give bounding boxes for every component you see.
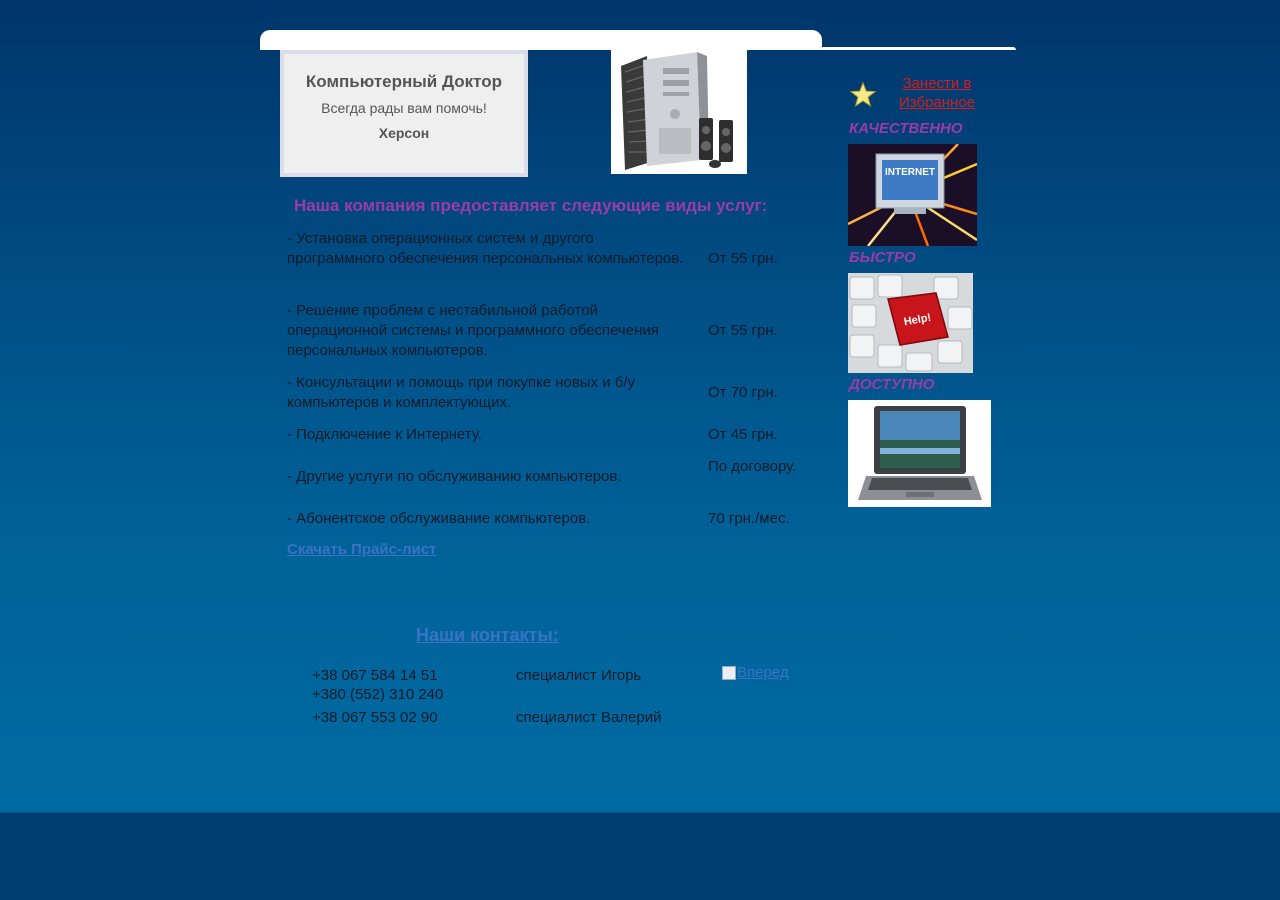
help-key-photo (848, 273, 973, 373)
svg-text:Help!: Help! (902, 311, 933, 329)
star-icon[interactable] (850, 82, 876, 108)
computer-photo (611, 50, 747, 174)
header-bar (260, 30, 822, 50)
add-to-favorites-link[interactable]: Занести в Избранное (898, 75, 976, 111)
internet-photo (848, 144, 977, 246)
service-description: - Решение проблем с нестабильной работой операционной системы и программного обеспечения персональных компьютеров. (287, 302, 659, 359)
side-label-quality: КАЧЕСТВЕННО (849, 120, 963, 137)
services-title: Наша компания предоставляет следующие виды услуг: (294, 196, 768, 215)
service-price: От 55 грн. (708, 322, 778, 339)
contact-phone: +38 067 584 14 51 (312, 667, 438, 684)
service-description: - Установка операционных систем и другого программного обеспечения персональных компьютеров. (287, 230, 684, 267)
company-name: Компьютерный Доктор (305, 72, 503, 91)
contact-person: специалист Игорь (516, 667, 642, 684)
service-price: От 55 грн. (708, 250, 778, 267)
svg-text:INTERNET: INTERNET (885, 167, 935, 178)
service-description: - Абонентское обслуживание компьютеров. (287, 510, 591, 527)
forward-link-label: Вперед (737, 664, 789, 681)
contacts-title-link[interactable]: Наши контакты: (416, 625, 559, 645)
service-description: - Подключение к Интернету. (287, 426, 482, 443)
service-price: От 45 грн. (708, 426, 778, 443)
service-price: 70 грн./мес. (708, 510, 790, 527)
side-label-affordable: ДОСТУПНО (849, 376, 935, 393)
company-city: Херсон (378, 125, 430, 141)
laptop-photo (848, 400, 991, 507)
contact-phone: +380 (552) 310 240 (312, 686, 444, 703)
broken-image-icon (722, 666, 736, 680)
service-price: От 70 грн. (708, 384, 778, 401)
contact-phone: +38 067 553 02 90 (312, 709, 438, 726)
service-description: - Консультации и помощь при покупке новых и б/у компьютеров и комплектующих. (287, 374, 636, 411)
company-slogan: Всегда рады вам помочь! (321, 100, 487, 116)
company-logo-box (280, 50, 528, 177)
service-description: - Другие услуги по обслуживанию компьютеров. (287, 468, 622, 485)
header-line (822, 47, 1016, 50)
download-price-list-link[interactable]: Скачать Прайс-лист (287, 541, 437, 558)
forward-link[interactable] (722, 664, 789, 681)
contact-person: специалист Валерий (516, 709, 662, 726)
service-price: По договору. (708, 458, 797, 475)
side-label-fast: БЫСТРО (849, 249, 916, 266)
